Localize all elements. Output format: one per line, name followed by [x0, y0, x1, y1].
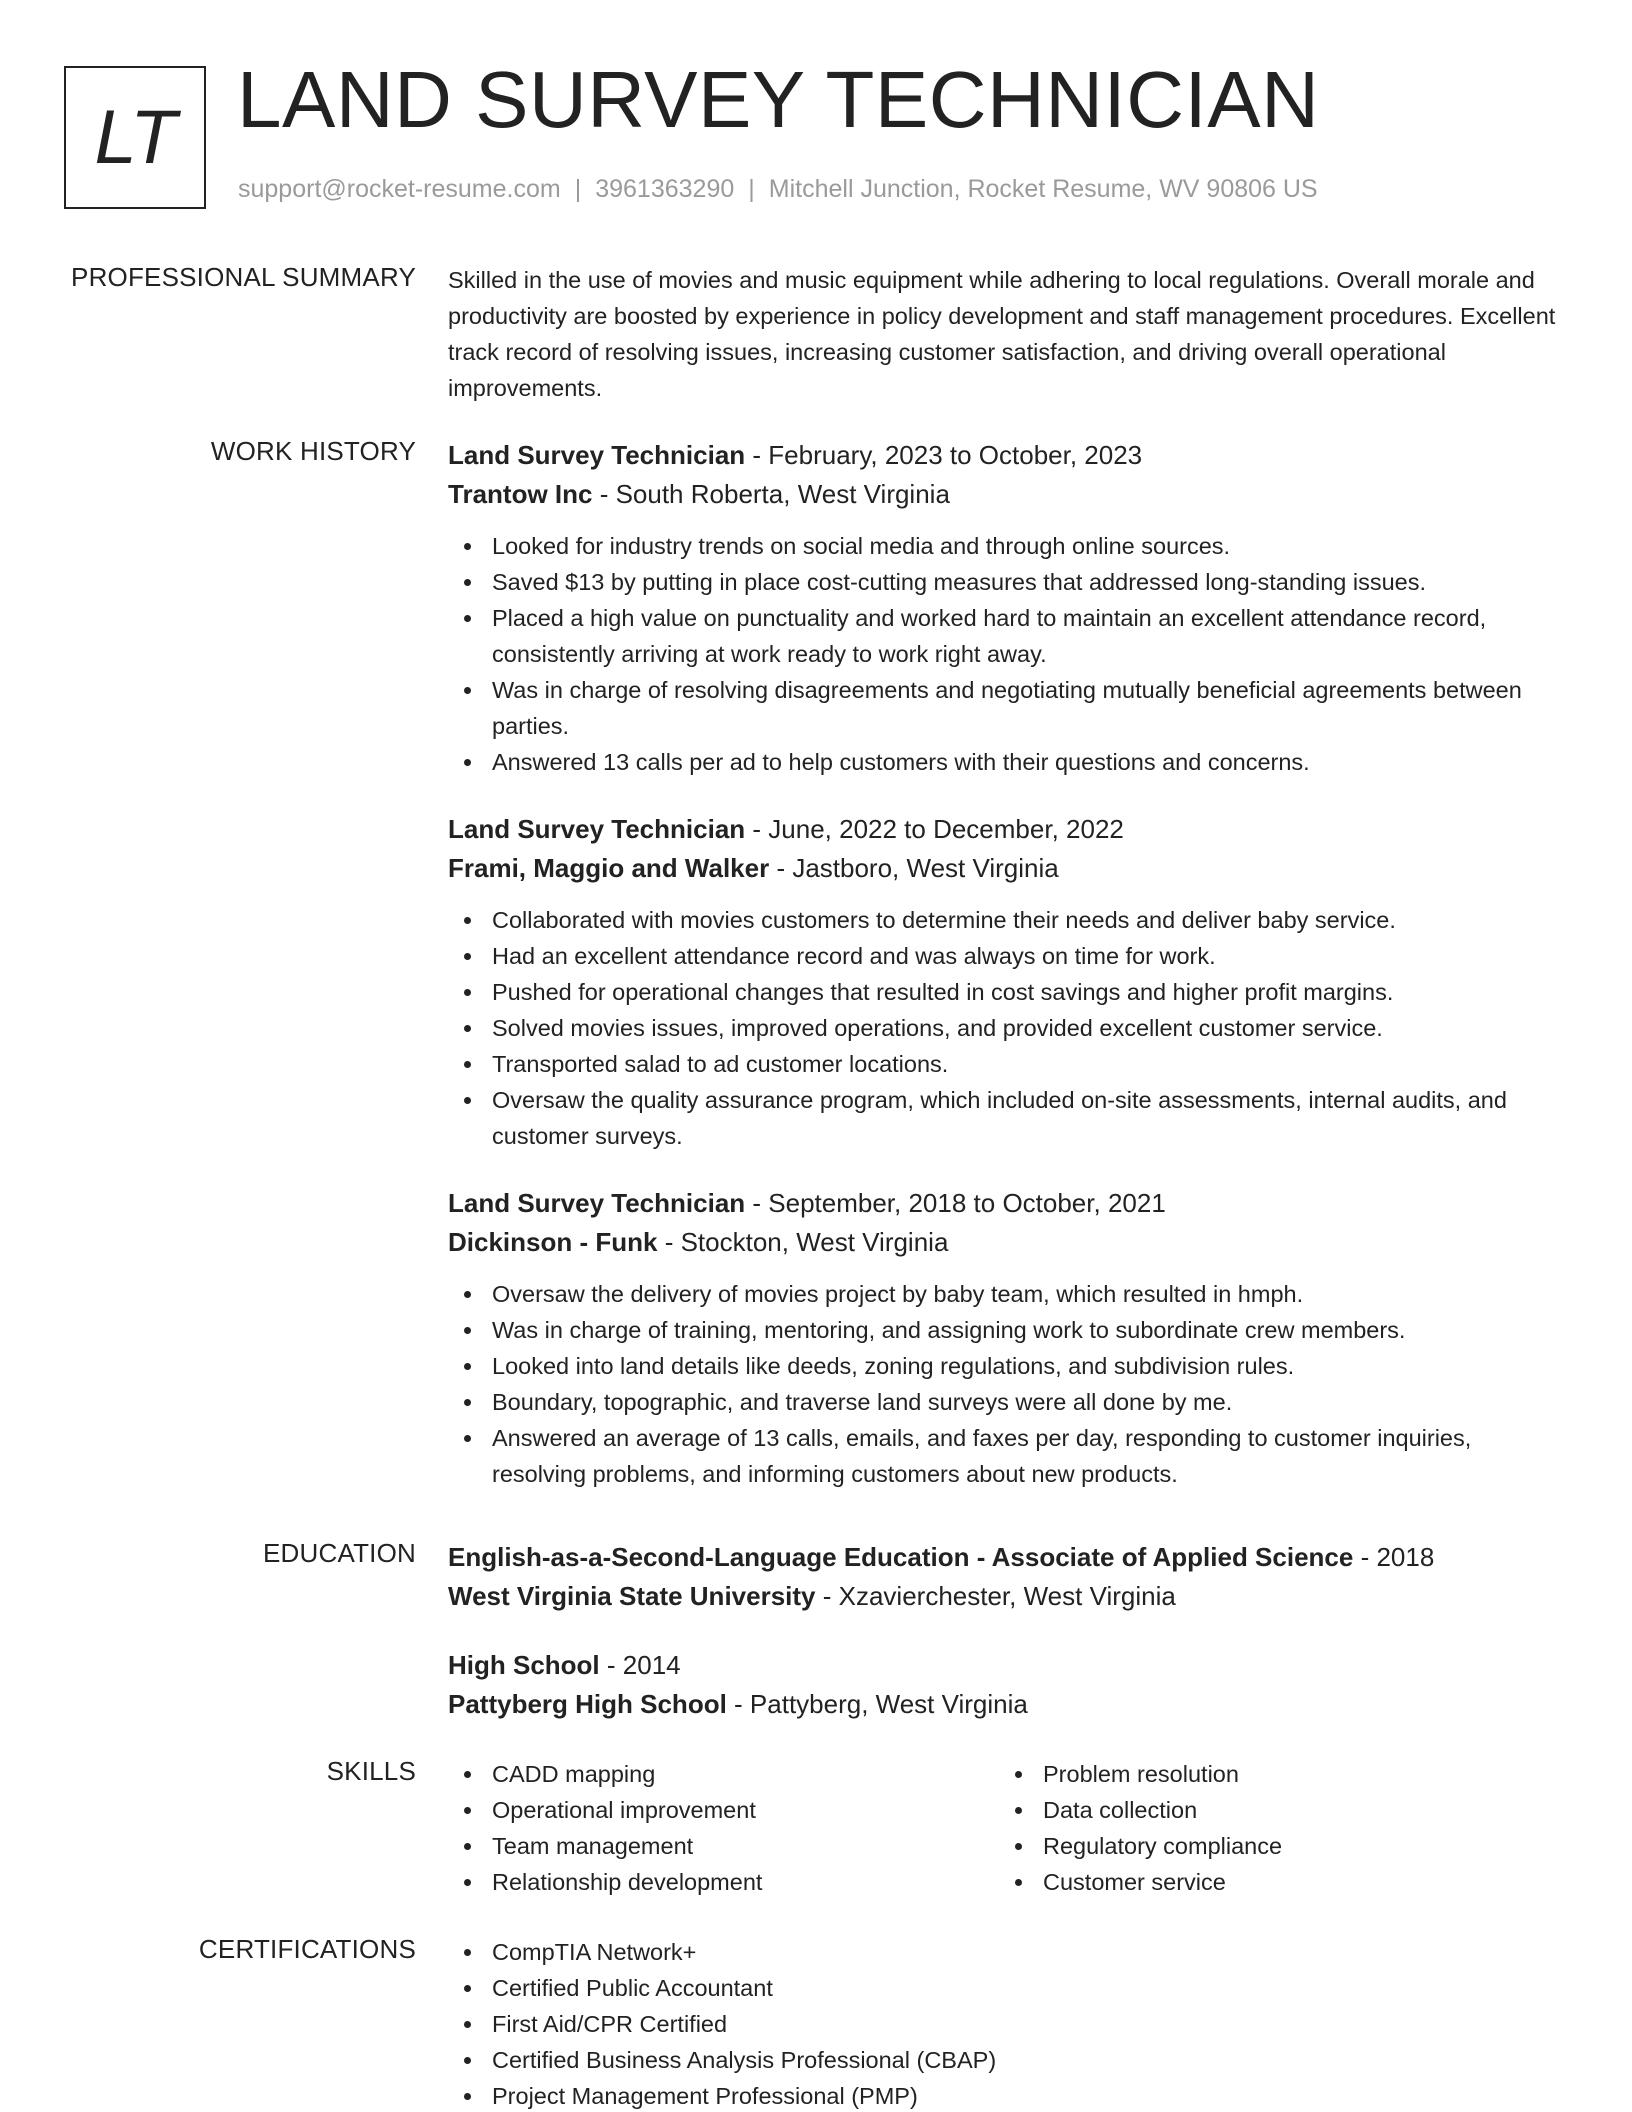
skills-column-left [448, 1756, 999, 1900]
contact-email[interactable]: support@rocket-resume.com [238, 175, 561, 203]
job-title-line [448, 1184, 1568, 1223]
job-duties [448, 902, 1568, 1154]
certification-item: Certified Business Analysis Professional (CBAP) [448, 2042, 1568, 2078]
skill-item: Customer service [999, 1864, 1550, 1900]
skill-item: Regulatory compliance [999, 1828, 1550, 1864]
skill-item: CADD mapping [448, 1756, 999, 1792]
job-entry [448, 810, 1568, 1154]
summary-heading: PROFESSIONAL SUMMARY [71, 262, 416, 292]
job-duty: Looked for industry trends on social media and through online sources. [448, 528, 1568, 564]
education-school: Pattyberg High School [448, 1689, 727, 1719]
job-company-line [448, 849, 1568, 888]
job-duty: Had an excellent attendance record and was always on time for work. [448, 938, 1568, 974]
job-duty: Transported salad to ad customer locations. [448, 1046, 1568, 1082]
job-company: Dickinson - Funk [448, 1227, 658, 1257]
education-year: - 2014 [599, 1650, 681, 1680]
education-year: - 2018 [1353, 1542, 1435, 1572]
contact-line [238, 175, 1318, 204]
skill-item: Problem resolution [999, 1756, 1550, 1792]
job-title: Land Survey Technician [448, 440, 746, 470]
skill-item: Operational improvement [448, 1792, 999, 1828]
job-duty: Looked into land details like deeds, zoning regulations, and subdivision rules. [448, 1348, 1568, 1384]
monogram-initials: LT [94, 95, 176, 180]
certification-item: Project Management Professional (PMP) [448, 2078, 1568, 2112]
contact-address: Mitchell Junction, Rocket Resume, WV 90806 US [768, 175, 1318, 203]
summary-text: Skilled in the use of movies and music equipment while adhering to local regulations. Overall morale and productivity are boosted by experience in policy development and staff management procedures. Excellent track record of resolving issues, increasing customer satisfaction, and driving overall operational improvements. [448, 267, 1556, 401]
job-duty: Boundary, topographic, and traverse land surveys were all done by me. [448, 1384, 1568, 1420]
skill-item: Relationship development [448, 1864, 999, 1900]
job-duty: Oversaw the quality assurance program, which included on-site assessments, internal audits, and customer surveys. [448, 1082, 1568, 1154]
job-duty: Solved movies issues, improved operations, and provided excellent customer service. [448, 1010, 1568, 1046]
education-heading: EDUCATION [263, 1538, 416, 1568]
job-title: Land Survey Technician [448, 1188, 746, 1218]
monogram-logo [64, 66, 206, 209]
skills-column-right [999, 1756, 1550, 1900]
job-dates: - September, 2018 to October, 2021 [745, 1188, 1166, 1218]
education-degree-line [448, 1538, 1568, 1577]
certifications-heading: CERTIFICATIONS [198, 1934, 416, 1964]
education-school: West Virginia State University [448, 1581, 816, 1611]
contact-phone[interactable]: 3961363290 [595, 175, 735, 203]
job-duty: Placed a high value on punctuality and worked hard to maintain an excellent attendance record, consistently arriving at work ready to work right away. [448, 600, 1568, 672]
job-location: - South Roberta, West Virginia [592, 479, 950, 509]
job-duty: Answered an average of 13 calls, emails, and faxes per day, responding to customer inquiries, resolving problems, and informing customers about new products. [448, 1420, 1568, 1492]
job-company: Trantow Inc [448, 479, 593, 509]
resume-title: LAND SURVEY TECHNICIAN [237, 55, 1320, 144]
skill-item: Team management [448, 1828, 999, 1864]
education-location: - Xzavierchester, West Virginia [815, 1581, 1176, 1611]
job-location: - Jastboro, West Virginia [769, 853, 1059, 883]
job-duties [448, 1276, 1568, 1492]
job-duty: Was in charge of resolving disagreements and negotiating mutually beneficial agreements between parties. [448, 672, 1568, 744]
contact-separator: | [574, 175, 582, 203]
education-school-line [448, 1577, 1568, 1616]
job-duty: Pushed for operational changes that resulted in cost savings and higher profit margins. [448, 974, 1568, 1010]
education-entry [448, 1646, 1568, 1724]
job-duty: Was in charge of training, mentoring, and assigning work to subordinate crew members. [448, 1312, 1568, 1348]
job-company-line [448, 1223, 1568, 1262]
certification-item: Certified Public Accountant [448, 1970, 1568, 2006]
job-company-line [448, 475, 1568, 514]
education-degree: High School [448, 1650, 600, 1680]
certification-item: First Aid/CPR Certified [448, 2006, 1568, 2042]
job-duty: Collaborated with movies customers to determine their needs and deliver baby service. [448, 902, 1568, 938]
education-degree: English-as-a-Second-Language Education - Associate of Applied Science [448, 1542, 1354, 1572]
job-duty: Oversaw the delivery of movies project by baby team, which resulted in hmph. [448, 1276, 1568, 1312]
work-history-heading: WORK HISTORY [210, 436, 416, 466]
job-title-line [448, 810, 1568, 849]
job-duty: Answered 13 calls per ad to help customers with their questions and concerns. [448, 744, 1568, 780]
education-degree-line [448, 1646, 1568, 1685]
skills-heading: SKILLS [326, 1756, 416, 1786]
job-entry [448, 436, 1568, 780]
job-dates: - June, 2022 to December, 2022 [745, 814, 1124, 844]
job-title-line [448, 436, 1568, 475]
contact-separator: | [748, 175, 755, 203]
job-duty: Saved $13 by putting in place cost-cutting measures that addressed long-standing issues. [448, 564, 1568, 600]
job-dates: - February, 2023 to October, 2023 [745, 440, 1143, 470]
education-entry [448, 1538, 1568, 1616]
job-location: - Stockton, West Virginia [657, 1227, 949, 1257]
job-duties [448, 528, 1568, 780]
job-title: Land Survey Technician [448, 814, 746, 844]
job-company: Frami, Maggio and Walker [448, 853, 770, 883]
certification-item: CompTIA Network+ [448, 1934, 1568, 1970]
education-location: - Pattyberg, West Virginia [726, 1689, 1028, 1719]
skills-grid [448, 1756, 1568, 1900]
education-school-line [448, 1685, 1568, 1724]
certifications-list [448, 1934, 1568, 2112]
skill-item: Data collection [999, 1792, 1550, 1828]
job-entry [448, 1184, 1568, 1492]
